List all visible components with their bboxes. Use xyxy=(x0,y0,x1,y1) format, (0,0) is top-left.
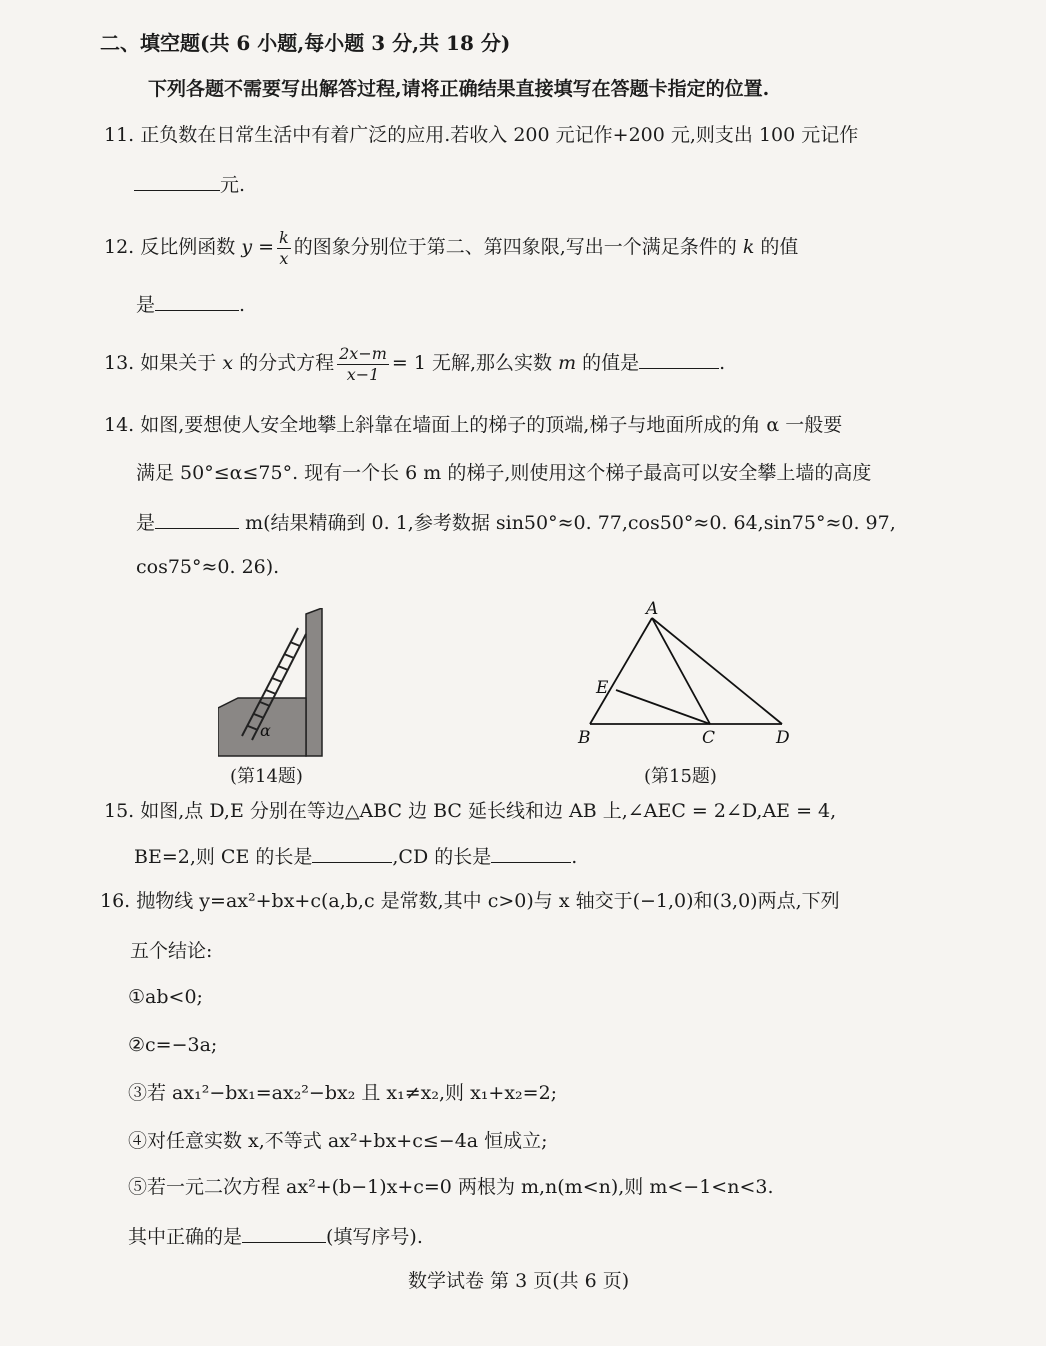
q13-x: x xyxy=(222,352,234,374)
q16-conclusion-5: ⑤若一元二次方程 ax²+(b−1)x+c=0 两根为 m,n(m<n),则 m<−1<n<3. xyxy=(128,1176,774,1198)
q15-line1: 如图,点 D,E 分别在等边△ABC 边 BC 延长线和边 AB 上,∠AEC = 2∠D,AE = 4, xyxy=(140,800,837,822)
fig14-alpha-label: α xyxy=(260,721,271,740)
question-14-line-1 xyxy=(104,412,842,438)
figure-15-caption: (第15题) xyxy=(644,766,717,787)
page-footer: 数学试卷 第 3 页(共 6 页) xyxy=(408,1270,630,1292)
fig15-label-D: D xyxy=(776,728,790,748)
figure-14-caption: (第14题) xyxy=(230,766,303,787)
q11-answer-blank[interactable] xyxy=(134,170,220,191)
fig15-label-A: A xyxy=(646,599,659,619)
q13-end: . xyxy=(719,352,726,374)
fig15-label-E: E xyxy=(596,678,609,698)
figure-15-triangle xyxy=(570,598,800,748)
question-11 xyxy=(104,122,858,148)
question-14-line-2: 满足 50°≤α≤75°. 现有一个长 6 m 的梯子,则使用这个梯子最高可以安全攀上墙的高度 xyxy=(136,462,872,484)
q16-conclusion-4: ④对任意实数 x,不等式 ax²+bx+c≤−4a 恒成立; xyxy=(128,1130,548,1152)
q15-answer-blank-cd[interactable] xyxy=(491,842,571,863)
q16-conclusion-1: ①ab<0; xyxy=(128,986,203,1008)
fig15-label-C: C xyxy=(702,728,716,748)
question-12-answer-line: 是 . xyxy=(136,290,245,318)
q16-conclusion-3: ③若 ax₁²−bx₁=ax₂²−bx₂ 且 x₁≠x₂,则 x₁+x₂=2; xyxy=(128,1082,558,1104)
q12-line2: 是 xyxy=(136,294,156,316)
question-15-line-1 xyxy=(104,798,836,824)
q12-eq: = xyxy=(258,236,275,258)
q13-post2: 的值是 xyxy=(582,352,640,374)
q14-line3-pre: 是 xyxy=(136,512,156,534)
q11-tail: 元. xyxy=(220,174,246,196)
q13-answer-blank[interactable] xyxy=(639,348,719,369)
q12-post: 的图象分别位于第二、第四象限,写出一个满足条件的 xyxy=(293,236,737,258)
q12-answer-blank[interactable] xyxy=(155,290,239,311)
question-16-line-2: 五个结论: xyxy=(130,940,213,962)
figure-14-ladder xyxy=(218,608,338,758)
q12-post2: 的值 xyxy=(760,236,799,258)
q14-answer-blank[interactable] xyxy=(155,508,239,529)
q16-answer-post: (填写序号). xyxy=(326,1226,423,1248)
q16-answer-blank[interactable] xyxy=(242,1222,326,1243)
q15-line2-pre: BE=2,则 CE 的长是 xyxy=(134,846,313,868)
question-15-line-2 xyxy=(134,842,577,870)
question-12 xyxy=(104,224,798,270)
question-16-line-1 xyxy=(100,888,840,914)
question-13 xyxy=(104,340,725,386)
q14-number: 14. xyxy=(104,414,135,436)
question-14-line-3 xyxy=(136,508,896,536)
q12-fraction xyxy=(277,228,291,269)
q15-line2-mid: ,CD 的长是 xyxy=(392,846,492,868)
q13-denominator: x−1 xyxy=(346,364,380,384)
q12-numerator: k xyxy=(279,227,289,247)
q12-y: y xyxy=(241,236,253,258)
q12-k: k xyxy=(742,236,755,258)
question-16-answer-line xyxy=(128,1222,423,1250)
q13-pre: 如果关于 xyxy=(140,352,217,374)
q14-line1: 如图,要想使人安全地攀上斜靠在墙面上的梯子的顶端,梯子与地面所成的角 α 一般要 xyxy=(140,414,843,436)
q16-conclusion-2: ②c=−3a; xyxy=(128,1034,218,1056)
section-title: 二、填空题(共 6 小题,每小题 3 分,共 18 分) xyxy=(100,31,511,55)
question-14-line-4: cos75°≈0. 26). xyxy=(136,556,280,578)
question-11-answer-line xyxy=(134,170,245,198)
q15-answer-blank-ce[interactable] xyxy=(312,842,392,863)
q13-fraction xyxy=(337,344,389,385)
q14-line3-post: m(结果精确到 0. 1,参考数据 sin50°≈0. 77,cos50°≈0. 64,sin75°≈0. 97, xyxy=(245,512,896,534)
q11-number: 11. xyxy=(104,124,135,146)
section-instruction: 下列各题不需要写出解答过程,请将正确结果直接填写在答题卡指定的位置. xyxy=(148,78,770,100)
fig15-label-B: B xyxy=(578,728,591,748)
q12-number: 12. xyxy=(104,236,135,258)
q16-number: 16. xyxy=(100,890,131,912)
q15-number: 15. xyxy=(104,800,135,822)
q16-answer-pre: 其中正确的是 xyxy=(128,1226,243,1248)
q16-line1: 抛物线 y=ax²+bx+c(a,b,c 是常数,其中 c>0)与 x 轴交于(−1,0)和(3,0)两点,下列 xyxy=(136,890,840,912)
q12-denominator: x xyxy=(279,248,289,268)
q13-numerator: 2x−m xyxy=(339,343,387,363)
q13-post: = 1 无解,那么实数 xyxy=(391,352,553,374)
q13-m: m xyxy=(558,352,577,374)
q15-line2-end: . xyxy=(571,846,578,868)
q13-mid: 的分式方程 xyxy=(239,352,335,374)
q13-number: 13. xyxy=(104,352,135,374)
q12-pre: 反比例函数 xyxy=(140,236,236,258)
q11-text: 正负数在日常生活中有着广泛的应用.若收入 200 元记作+200 元,则支出 100 元记作 xyxy=(140,124,859,146)
